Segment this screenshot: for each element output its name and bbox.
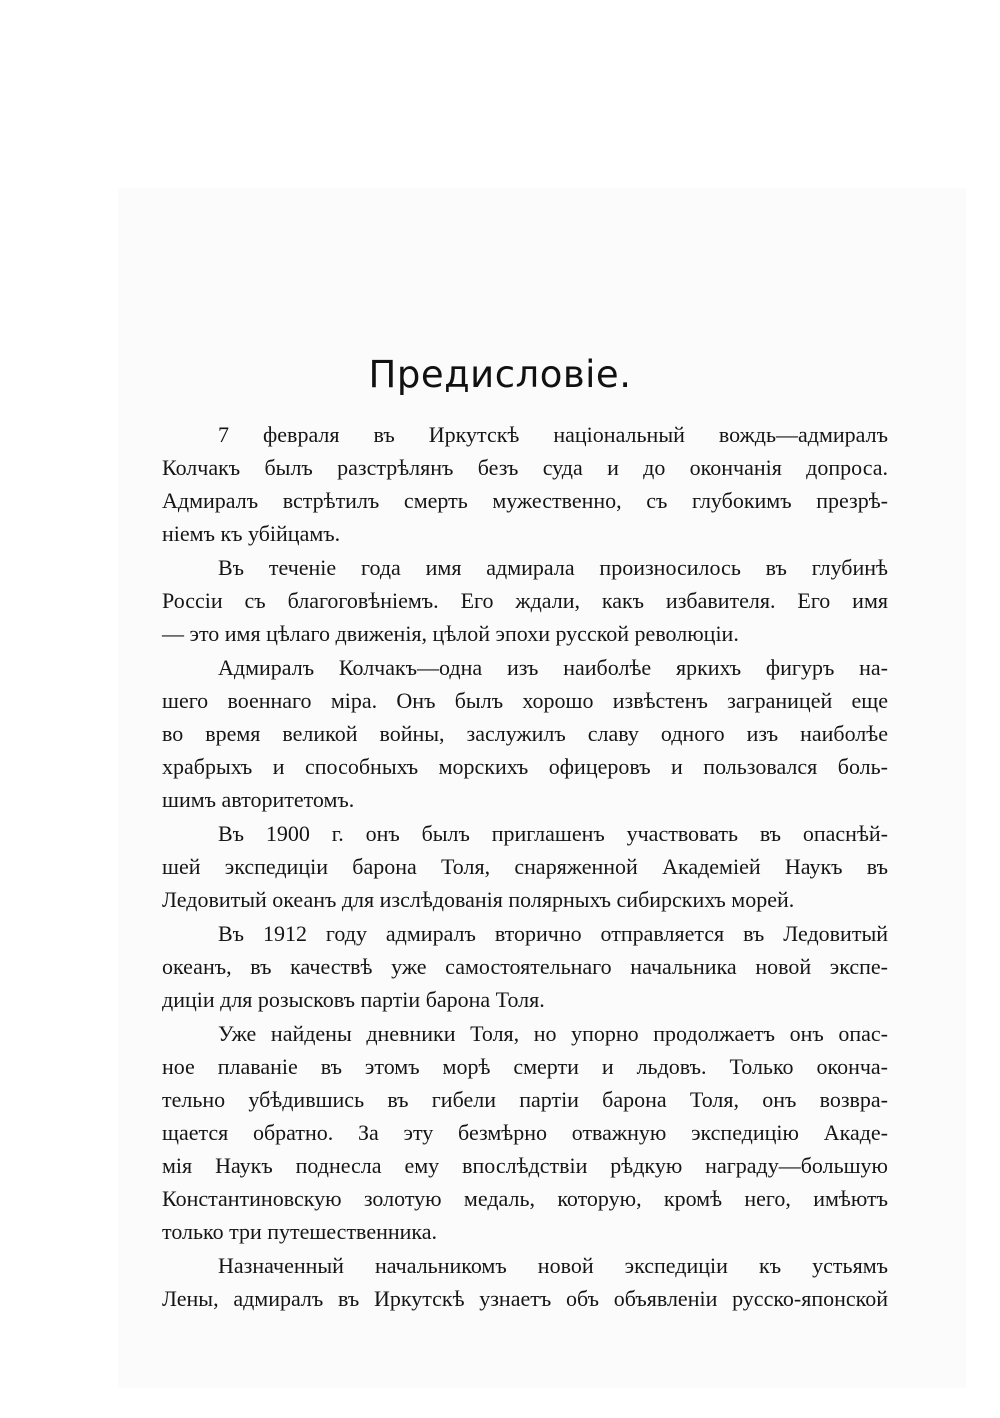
- paragraph: [162, 817, 888, 916]
- paragraph: [162, 1017, 888, 1248]
- text-line: Лены, адмиралъ въ Иркутскѣ узнаетъ объ объявленіи русско-японской: [162, 1286, 888, 1311]
- text-line: Въ 1912 году адмиралъ вторично отправляется въ Ледовитый: [218, 921, 888, 946]
- paragraph: [162, 917, 888, 1016]
- text-line: Адмиралъ Колчакъ—одна изъ наиболѣе яркихъ фигуръ на-: [218, 655, 888, 680]
- text-line: шей экспедиціи барона Толя, снаряженной Академіей Наукъ въ: [162, 854, 888, 879]
- text-line: диціи для розысковъ партіи барона Толя.: [162, 987, 545, 1012]
- text-line: шего военнаго міра. Онъ былъ хорошо извѣстенъ заграницей еще: [162, 688, 888, 713]
- text-line: только три путешественника.: [162, 1219, 438, 1244]
- body-text: [162, 418, 888, 1316]
- text-line: во время великой войны, заслужилъ славу одного изъ наиболѣе: [162, 721, 888, 746]
- text-line: Адмиралъ встрѣтилъ смерть мужественно, съ глубокимъ презрѣ-: [162, 488, 888, 513]
- text-line: мія Наукъ поднесла ему впослѣдствіи рѣдкую награду—большую: [162, 1153, 888, 1178]
- text-line: 7 февраля въ Иркутскѣ національный вождь—адмиралъ: [218, 422, 888, 447]
- text-line: океанъ, въ качествѣ уже самостоятельнаго начальника новой экспе-: [162, 954, 888, 979]
- text-line: щается обратно. За эту безмѣрно отважную экспедицію Акаде-: [162, 1120, 888, 1145]
- text-line: Колчакъ былъ разстрѣлянъ безъ суда и до окончанія допроса.: [162, 455, 888, 480]
- text-line: Константиновскую золотую медаль, которую, кромѣ него, имѣютъ: [162, 1186, 888, 1211]
- text-line: тельно убѣдившись въ гибели партіи барона Толя, онъ возвра-: [162, 1087, 888, 1112]
- page-title: Предисловіе.: [368, 353, 632, 396]
- paragraph: [162, 551, 888, 650]
- paragraph: [162, 651, 888, 816]
- text-line: — это имя цѣлаго движенія, цѣлой эпохи русской революціи.: [162, 621, 739, 646]
- text-line: ніемъ къ убійцамъ.: [162, 521, 341, 546]
- paragraph: [162, 418, 888, 550]
- text-line: Ледовитый океанъ для изслѣдованія полярныхъ сибирскихъ морей.: [162, 887, 795, 912]
- text-line: Уже найдены дневники Толя, но упорно продолжаетъ онъ опас-: [218, 1021, 888, 1046]
- text-line: храбрыхъ и способныхъ морскихъ офицеровъ и пользовался боль-: [162, 754, 888, 779]
- text-line: Въ 1900 г. онъ былъ приглашенъ участвовать въ опаснѣй-: [218, 821, 888, 846]
- text-line: Назначенный начальникомъ новой экспедиціи къ устьямъ: [218, 1253, 888, 1278]
- text-line: шимъ авторитетомъ.: [162, 787, 355, 812]
- text-line: ное плаваніе въ этомъ морѣ смерти и льдовъ. Только оконча-: [162, 1054, 888, 1079]
- text-line: Россіи съ благоговѣніемъ. Его ждали, какъ избавителя. Его имя: [162, 588, 888, 613]
- paragraph: [162, 1249, 888, 1315]
- text-line: Въ теченіе года имя адмирала произносилось въ глубинѣ: [218, 555, 888, 580]
